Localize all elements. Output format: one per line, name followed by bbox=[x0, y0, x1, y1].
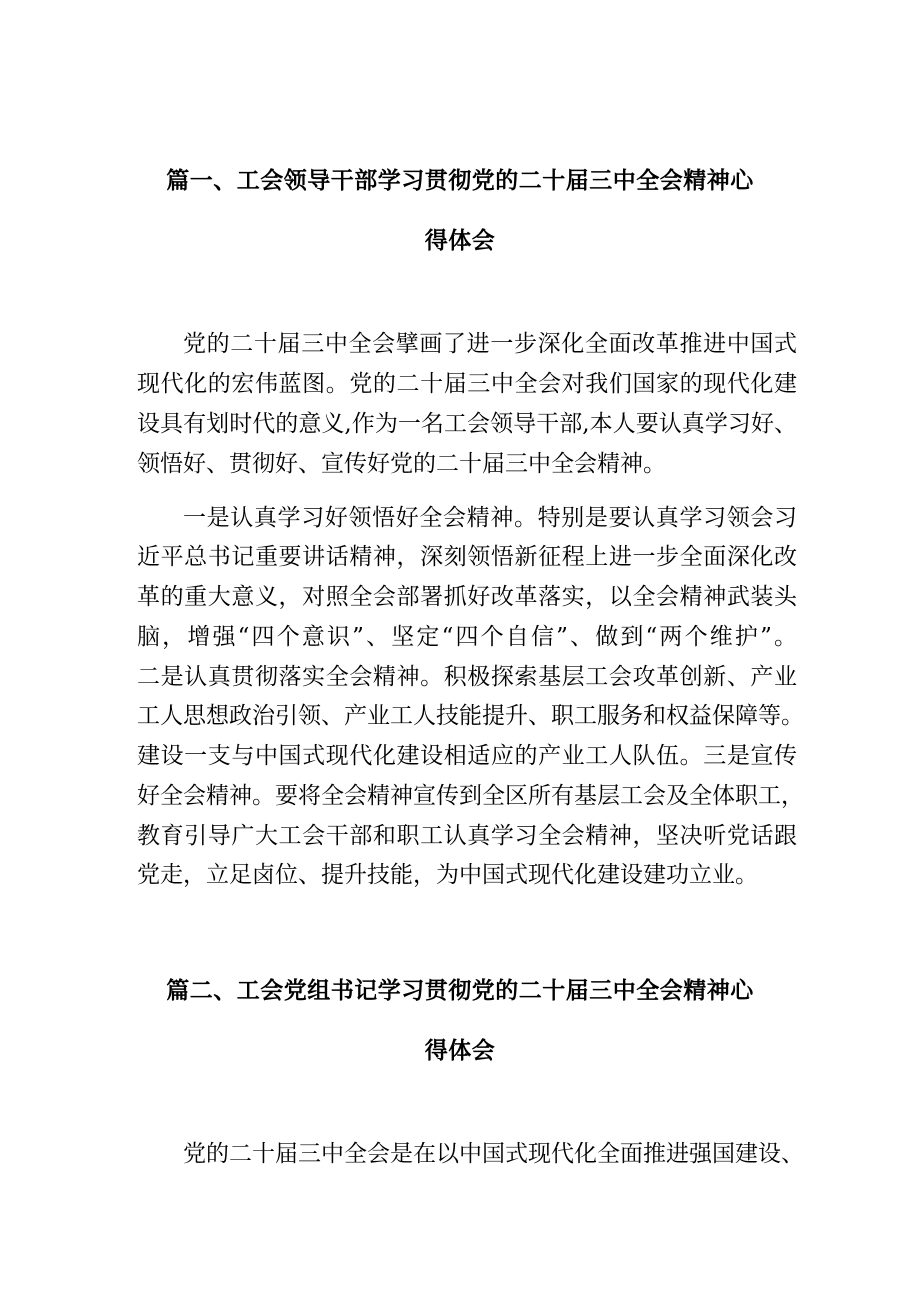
article1-text-line: 建设一支与中国式现代化建设相适应的产业工人队伍。三是宣传 bbox=[137, 743, 797, 769]
article2-text-line: 党的二十届三中全会是在以中国式现代化全面推进强国建设、 bbox=[183, 1141, 804, 1167]
article1-text-line: 好全会精神。要将全会精神宣传到全区所有基层工会及全体职工， bbox=[137, 783, 804, 809]
article1-text-line: 领悟好、贯彻好、宣传好党的二十届三中全会精神。 bbox=[137, 451, 666, 477]
article1-text-line: 党的二十届三中全会擘画了进一步深化全面改革推进中国式 bbox=[183, 331, 797, 357]
article1-text-line: 工人思想政治引领、产业工人技能提升、职工服务和权益保障等。 bbox=[137, 703, 804, 729]
article1-text-line: 一是认真学习好领悟好全会精神。特别是要认真学习领会习 bbox=[183, 505, 797, 531]
article1-title-line2: 得体会 bbox=[424, 227, 496, 254]
article1-text-line: 二是认真贯彻落实全会精神。积极探索基层工会攻革创新、产业 bbox=[137, 664, 797, 690]
article1-text-line: 党走，立足卤位、提升技能，为中国式现代化建设建功立业。 bbox=[137, 862, 758, 888]
article1-text-line: 教育引导广大工会干部和职工认真学习全会精神，坚决听党话跟 bbox=[137, 823, 797, 849]
article2-title-line2: 得体会 bbox=[424, 1037, 496, 1064]
article1-text-line: 现代化的宏伟蓝图。党的二十届三中全会对我们国家的现代化建 bbox=[137, 371, 797, 397]
article1-text-line: 脑，增强“四个意识”、坚定“四个自信”、做到“两个维护”。 bbox=[137, 624, 797, 650]
article2-title-line1: 篇二、工会党组书记学习贯彻党的二十届三中全会精神心 bbox=[166, 977, 754, 1004]
article1-text-line: 革的重大意义，对照全会部署抓好改革落实，以全会精神武装头 bbox=[137, 584, 797, 610]
article1-text-line: 设具有划时代的意义,作为一名工会领导干部,本人要认真学习好、 bbox=[137, 411, 797, 437]
article1-text-line: 近平总书记重要讲话精神，深刻领悟新征程上进一步全面深化改 bbox=[137, 544, 797, 570]
article1-title-line1: 篇一、工会领导干部学习贯彻党的二十届三中全会精神心 bbox=[166, 167, 754, 194]
